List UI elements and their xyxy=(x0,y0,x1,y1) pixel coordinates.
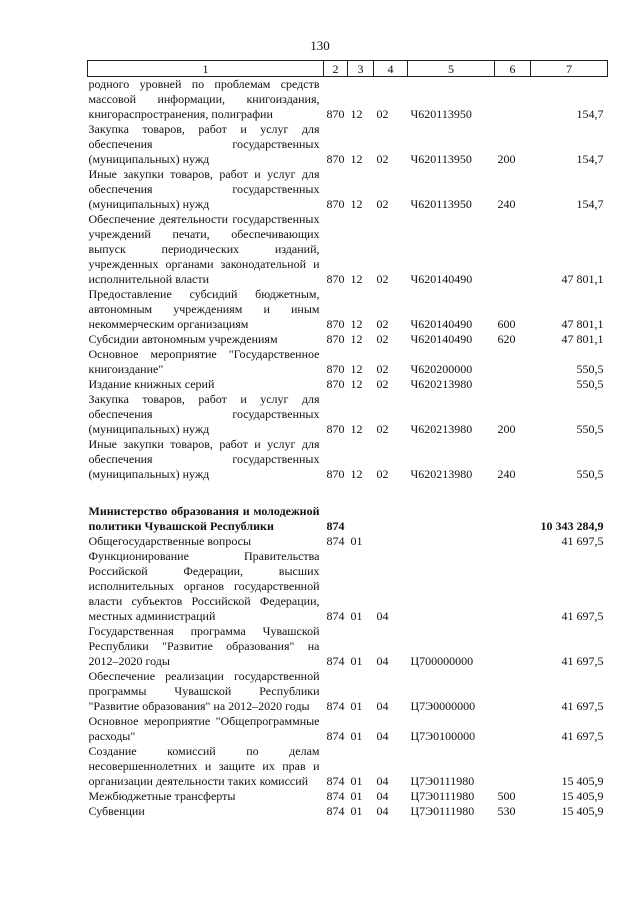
table-row xyxy=(88,167,608,212)
table-row xyxy=(88,804,608,819)
row-amount: 154,7 xyxy=(576,197,604,211)
row-section: 01 xyxy=(350,789,363,803)
row-code: 874 xyxy=(326,729,345,743)
row-target xyxy=(408,534,495,549)
row-name: родного уровней по проблемам средств массовой информации, книгоиздания, книгораспространения, полиграфии xyxy=(88,77,320,121)
row-subsection: 02 xyxy=(376,332,389,346)
row-subsection: 02 xyxy=(376,377,389,391)
row-expense-type xyxy=(495,669,531,714)
table-row xyxy=(88,377,608,392)
table-row xyxy=(88,77,608,123)
table-row xyxy=(88,624,608,669)
row-target: Ч620140490 xyxy=(410,317,473,331)
row-name: Закупка товаров, работ и услуг для обеспечения государственных (муниципальных) нужд xyxy=(88,122,320,166)
row-name: Функционирование Правительства Российской Федерации, высших исполнительных органов государственной власти субъектов Российской Федерации, местных администраций xyxy=(88,549,320,623)
row-expense-type xyxy=(495,504,531,534)
table-row xyxy=(88,437,608,482)
table-row xyxy=(88,504,608,534)
table-body xyxy=(88,77,608,820)
row-section xyxy=(348,504,374,534)
row-expense-type: 200 xyxy=(497,152,516,166)
row-name: Создание комиссий по делам несовершеннолетних и защите их прав и организации деятельности таких комиссий xyxy=(88,744,320,788)
col-header-7: 7 xyxy=(531,61,608,77)
row-amount: 41 697,5 xyxy=(561,729,604,743)
row-amount: 550,5 xyxy=(576,362,604,376)
row-subsection xyxy=(374,534,408,549)
row-code: 870 xyxy=(326,467,345,481)
row-name: Закупка товаров, работ и услуг для обеспечения государственных (муниципальных) нужд xyxy=(88,392,320,436)
row-amount: 41 697,5 xyxy=(561,699,604,713)
row-section: 01 xyxy=(350,699,363,713)
table-row xyxy=(88,669,608,714)
row-amount: 15 405,9 xyxy=(561,789,604,803)
row-expense-type: 240 xyxy=(497,467,516,481)
header-row xyxy=(88,61,608,77)
row-expense-type: 600 xyxy=(497,317,516,331)
row-subsection: 02 xyxy=(376,317,389,331)
row-target xyxy=(408,504,495,534)
row-subsection: 02 xyxy=(376,197,389,211)
row-target: Ц7Э0111980 xyxy=(410,774,475,788)
row-name: Министерство образования и молодежной политики Чувашской Республики xyxy=(88,504,320,533)
row-code: 874 xyxy=(326,804,345,818)
row-amount: 550,5 xyxy=(576,467,604,481)
row-section: 12 xyxy=(350,317,363,331)
row-amount: 550,5 xyxy=(576,377,604,391)
row-name: Государственная программа Чувашской Республики "Развитие образования" на 2012–2020 годы xyxy=(88,624,320,668)
row-name: Субсидии автономным учреждениям xyxy=(88,332,278,346)
row-subsection: 04 xyxy=(376,804,389,818)
row-section: 12 xyxy=(350,272,363,286)
row-section: 01 xyxy=(350,534,363,548)
row-section: 01 xyxy=(350,729,363,743)
table-header xyxy=(88,61,608,77)
row-target xyxy=(408,549,495,624)
table-row xyxy=(88,212,608,287)
row-target: Ч620113950 xyxy=(410,152,472,166)
row-name: Общегосударственные вопросы xyxy=(88,534,252,548)
row-section: 12 xyxy=(350,107,363,121)
row-code: 870 xyxy=(326,422,345,436)
row-section: 01 xyxy=(350,804,363,818)
row-name: Обеспечение реализации государственной программы Чувашской Республики "Развитие образования" на 2012–2020 годы xyxy=(88,669,320,713)
row-code: 870 xyxy=(326,107,345,121)
row-subsection: 02 xyxy=(376,272,389,286)
row-expense-type: 530 xyxy=(497,804,516,818)
row-name: Основное мероприятие "Общепрограммные расходы" xyxy=(88,714,320,743)
row-code: 874 xyxy=(326,789,345,803)
table-row xyxy=(88,287,608,332)
row-name: Обеспечение деятельности государственных учреждений печати, обеспечивающих выпуск периодических изданий, учрежденных органами законодательной и исполнительной власти xyxy=(88,212,320,286)
row-section: 01 xyxy=(350,654,363,668)
row-subsection: 04 xyxy=(376,699,389,713)
col-header-4: 4 xyxy=(374,61,408,77)
row-expense-type xyxy=(495,534,531,549)
row-subsection: 04 xyxy=(376,729,389,743)
row-name: Основное мероприятие "Государственное книгоиздание" xyxy=(88,347,320,376)
row-expense-type xyxy=(495,347,531,377)
row-expense-type xyxy=(495,714,531,744)
row-expense-type xyxy=(495,624,531,669)
row-target: Ч620113950 xyxy=(410,197,472,211)
row-target: Ц7Э0100000 xyxy=(410,729,476,743)
spacer-cell xyxy=(88,482,608,504)
col-header-2: 2 xyxy=(324,61,348,77)
row-expense-type: 500 xyxy=(497,789,516,803)
row-target: Ц7Э0000000 xyxy=(410,699,476,713)
row-code: 874 xyxy=(326,699,345,713)
row-subsection xyxy=(374,504,408,534)
row-expense-type xyxy=(495,212,531,287)
row-code: 874 xyxy=(326,774,345,788)
row-name: Иные закупки товаров, работ и услуг для обеспечения государственных (муниципальных) нужд xyxy=(88,167,320,211)
row-target: Ч620140490 xyxy=(410,332,473,346)
row-expense-type xyxy=(495,377,531,392)
row-expense-type xyxy=(495,77,531,123)
row-subsection: 02 xyxy=(376,152,389,166)
row-subsection: 02 xyxy=(376,107,389,121)
row-section: 12 xyxy=(350,467,363,481)
row-target: Ц700000000 xyxy=(410,654,474,668)
row-name: Межбюджетные трансферты xyxy=(88,789,236,803)
row-code: 874 xyxy=(326,654,345,668)
table-row xyxy=(88,534,608,549)
row-target: Ч620140490 xyxy=(410,272,473,286)
table-row xyxy=(88,549,608,624)
row-amount: 47 801,1 xyxy=(561,317,604,331)
table-row xyxy=(88,347,608,377)
row-code: 870 xyxy=(326,377,345,391)
row-code: 874 xyxy=(326,534,345,548)
row-name: Предоставление субсидий бюджетным, автономным учреждениям и иным некоммерческим организациям xyxy=(88,287,320,331)
row-section: 01 xyxy=(350,774,363,788)
row-subsection: 04 xyxy=(376,774,389,788)
row-name: Иные закупки товаров, работ и услуг для обеспечения государственных (муниципальных) нужд xyxy=(88,437,320,481)
col-header-6: 6 xyxy=(495,61,531,77)
row-target: Ч620200000 xyxy=(410,362,473,376)
row-amount: 41 697,5 xyxy=(561,534,604,548)
row-amount: 15 405,9 xyxy=(561,774,604,788)
row-subsection: 02 xyxy=(376,467,389,481)
row-subsection: 04 xyxy=(376,654,389,668)
row-code: 870 xyxy=(326,152,345,166)
row-target: Ч620213980 xyxy=(410,377,473,391)
row-code: 870 xyxy=(326,272,345,286)
row-expense-type: 240 xyxy=(497,197,516,211)
row-code: 870 xyxy=(326,332,345,346)
col-header-1: 1 xyxy=(88,61,324,77)
row-amount: 154,7 xyxy=(576,152,604,166)
row-subsection: 02 xyxy=(376,422,389,436)
row-section: 01 xyxy=(350,609,363,623)
spacer-row xyxy=(88,482,608,504)
row-amount: 47 801,1 xyxy=(561,272,604,286)
row-amount: 15 405,9 xyxy=(561,804,604,818)
row-target: Ч620213980 xyxy=(410,422,473,436)
row-amount: 550,5 xyxy=(576,422,604,436)
table-row xyxy=(88,744,608,789)
row-section: 12 xyxy=(350,362,363,376)
row-name: Субвенции xyxy=(88,804,145,818)
row-code: 870 xyxy=(326,362,345,376)
row-section: 12 xyxy=(350,422,363,436)
row-target: Ч620213980 xyxy=(410,467,473,481)
table-row xyxy=(88,714,608,744)
row-expense-type xyxy=(495,744,531,789)
row-name: Издание книжных серий xyxy=(88,377,215,391)
table-row xyxy=(88,332,608,347)
row-section: 12 xyxy=(350,152,363,166)
row-code: 870 xyxy=(326,317,345,331)
row-section: 12 xyxy=(350,332,363,346)
row-amount: 41 697,5 xyxy=(561,654,604,668)
row-amount: 10 343 284,9 xyxy=(540,519,604,533)
table-row xyxy=(88,122,608,167)
row-amount: 154,7 xyxy=(576,107,604,121)
row-target: Ц7Э0111980 xyxy=(410,804,475,818)
row-expense-type: 620 xyxy=(497,332,516,346)
row-target: Ц7Э0111980 xyxy=(410,789,475,803)
row-subsection: 04 xyxy=(376,609,389,623)
row-section: 12 xyxy=(350,377,363,391)
row-code: 874 xyxy=(326,519,345,533)
table-row xyxy=(88,392,608,437)
table-row xyxy=(88,789,608,804)
row-code: 870 xyxy=(326,197,345,211)
row-expense-type: 200 xyxy=(497,422,516,436)
row-subsection: 02 xyxy=(376,362,389,376)
row-expense-type xyxy=(495,549,531,624)
col-header-3: 3 xyxy=(348,61,374,77)
row-amount: 41 697,5 xyxy=(561,609,604,623)
row-section: 12 xyxy=(350,197,363,211)
page-number: 130 xyxy=(310,38,330,53)
row-target: Ч620113950 xyxy=(410,107,472,121)
row-code: 874 xyxy=(326,609,345,623)
budget-table xyxy=(87,60,608,819)
col-header-5: 5 xyxy=(408,61,495,77)
row-amount: 47 801,1 xyxy=(561,332,604,346)
row-subsection: 04 xyxy=(376,789,389,803)
